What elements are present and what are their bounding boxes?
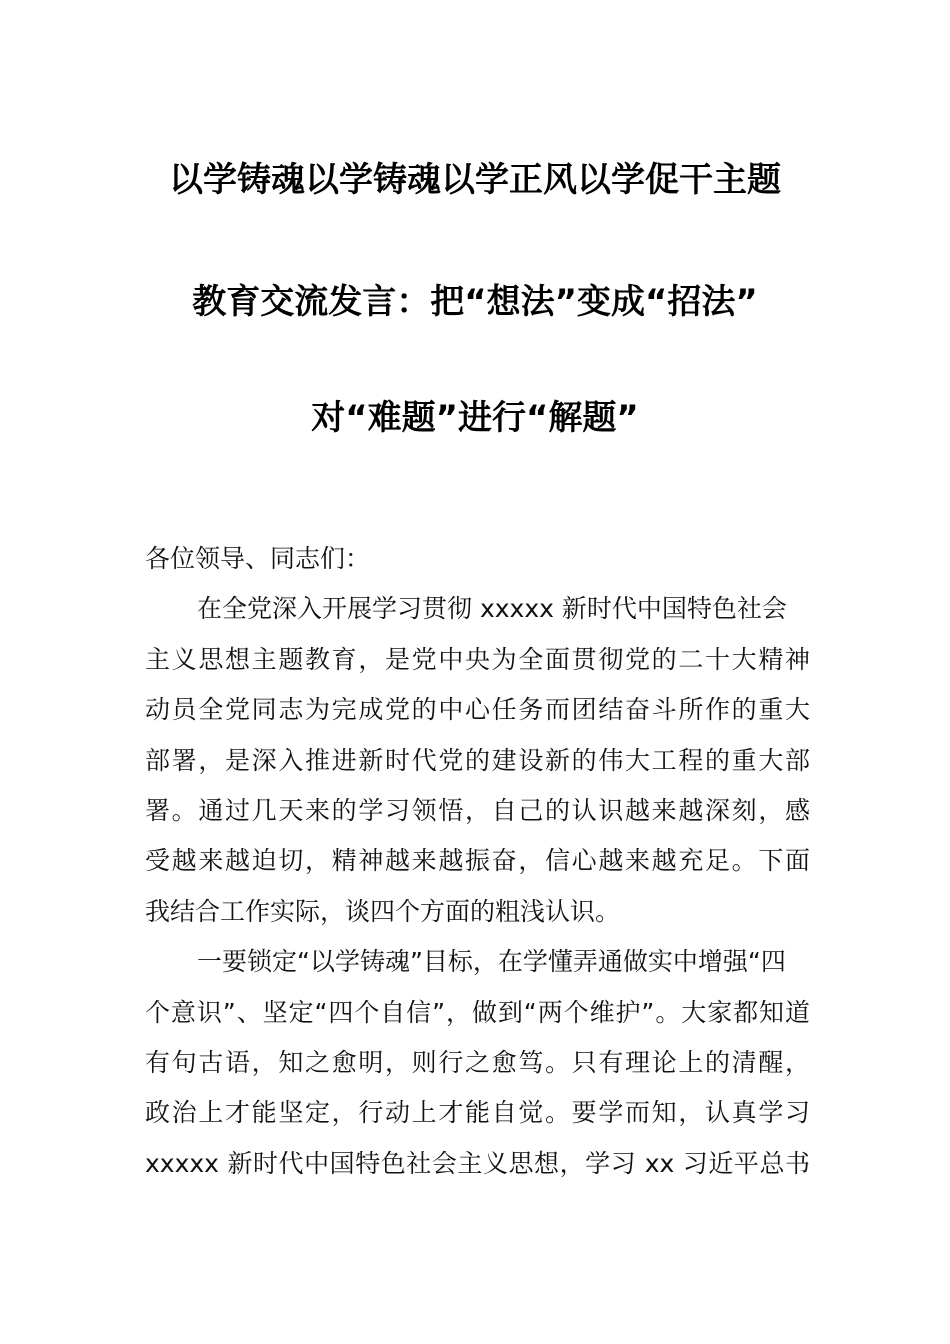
document-body <box>145 534 810 1189</box>
paragraph-1-line: 我结合工作实际，谈四个方面的粗浅认识。 <box>145 896 621 926</box>
paragraph-1-line: 受越来越迫切，精神越来越振奋，信心越来越充足。下面 <box>145 846 810 876</box>
paragraph-1-line: 动员全党同志为完成党的中心任务而团结奋斗所作的重大 <box>145 695 810 725</box>
document-title-line-3: 对“难题”进行“解题” <box>311 398 639 438</box>
paragraph-2-line: 一要锁定“以学铸魂”目标，在学懂弄通做实中增强“四 <box>197 947 786 977</box>
paragraph-2-line: 个意识”、坚定“四个自信”，做到“两个维护”。大家都知道 <box>145 997 810 1027</box>
paragraph-1-line: 署。通过几天来的学习领悟，自己的认识越来越深刻，感 <box>145 795 810 825</box>
paragraph-1-line: 在全党深入开展学习贯彻 xxxxx 新时代中国特色社会 <box>197 594 787 624</box>
paragraph-2-line: 有句古语，知之愈明，则行之愈笃。只有理论上的清醒， <box>145 1047 810 1077</box>
paragraph-2-line: 政治上才能坚定，行动上才能自觉。要学而知，认真学习 <box>145 1098 810 1128</box>
paragraph-2-line: xxxxx 新时代中国特色社会主义思想，学习 xx 习近平总书 <box>145 1148 810 1178</box>
paragraph-1-line: 部署，是深入推进新时代党的建设新的伟大工程的重大部 <box>145 745 810 775</box>
salutation: 各位领导、同志们： <box>145 544 371 573</box>
paragraph-1-line: 主义思想主题教育，是党中央为全面贯彻党的二十大精神 <box>145 644 810 674</box>
document-title-line-1: 以学铸魂以学铸魂以学正风以学促干主题 <box>169 160 781 200</box>
document-title-line-2: 教育交流发言：把“想法”变成“招法” <box>192 282 758 322</box>
